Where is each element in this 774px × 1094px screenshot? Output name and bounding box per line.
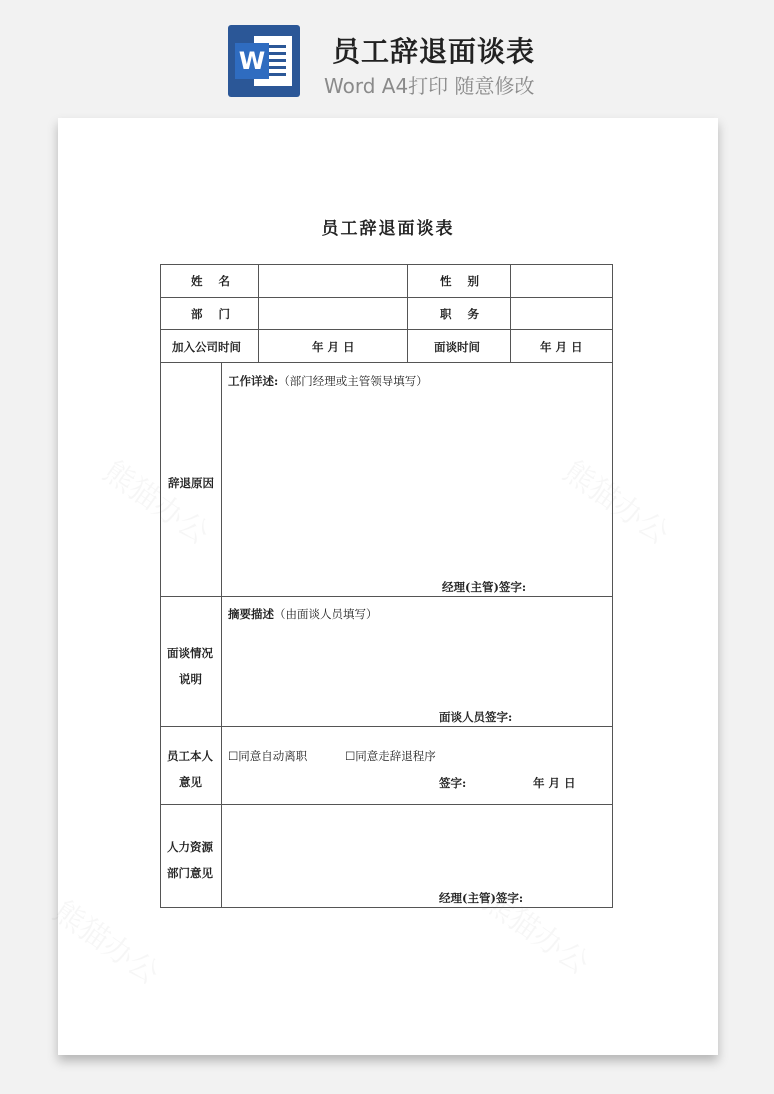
employee-date: 年 月 日: [533, 776, 576, 790]
form-table-grid: [58, 118, 718, 1055]
interview-date-label: 面谈时间: [434, 340, 480, 354]
hr-label-line2: 部门意见: [167, 866, 213, 880]
interview-label-line1: 面谈情况: [167, 646, 213, 660]
employee-signature: 签字:: [439, 776, 467, 790]
word-icon-letter: W: [235, 43, 269, 79]
banner-title: 员工辞退面谈表: [332, 35, 536, 68]
employee-label-line1: 员工本人: [167, 749, 213, 763]
hr-label-line1: 人力资源: [167, 840, 213, 854]
banner: [0, 0, 774, 118]
document-page: [58, 118, 718, 1055]
interview-label-line2: 说明: [179, 672, 202, 686]
dismissal-reason-label: 辞退原因: [168, 476, 214, 490]
option-dismissal-procedure[interactable]: ☐同意走辞退程序: [345, 749, 436, 763]
name-label: 姓名: [191, 274, 246, 288]
work-description: 工作详述:（部门经理或主管领导填写）: [228, 374, 428, 388]
employee-label-line2: 意见: [179, 775, 202, 789]
interview-signature: 面谈人员签字:: [439, 710, 513, 724]
document-title: 员工辞退面谈表: [321, 219, 455, 239]
banner-subtitle: Word A4打印 随意修改: [324, 74, 535, 98]
department-label: 部门: [191, 307, 246, 321]
join-date-label: 加入公司时间: [172, 340, 241, 354]
word-icon: [228, 25, 300, 97]
position-label: 职务: [440, 307, 495, 321]
option-voluntary-resignation[interactable]: ☐同意自动离职: [228, 749, 308, 763]
reason-signature: 经理(主管)签字:: [442, 580, 527, 594]
gender-label: 性别: [440, 274, 495, 288]
summary-description: 摘要描述（由面谈人员填写）: [228, 607, 378, 621]
join-date-value: 年 月 日: [312, 340, 355, 354]
interview-date-value: 年 月 日: [540, 340, 583, 354]
hr-signature: 经理(主管)签字:: [439, 891, 524, 905]
